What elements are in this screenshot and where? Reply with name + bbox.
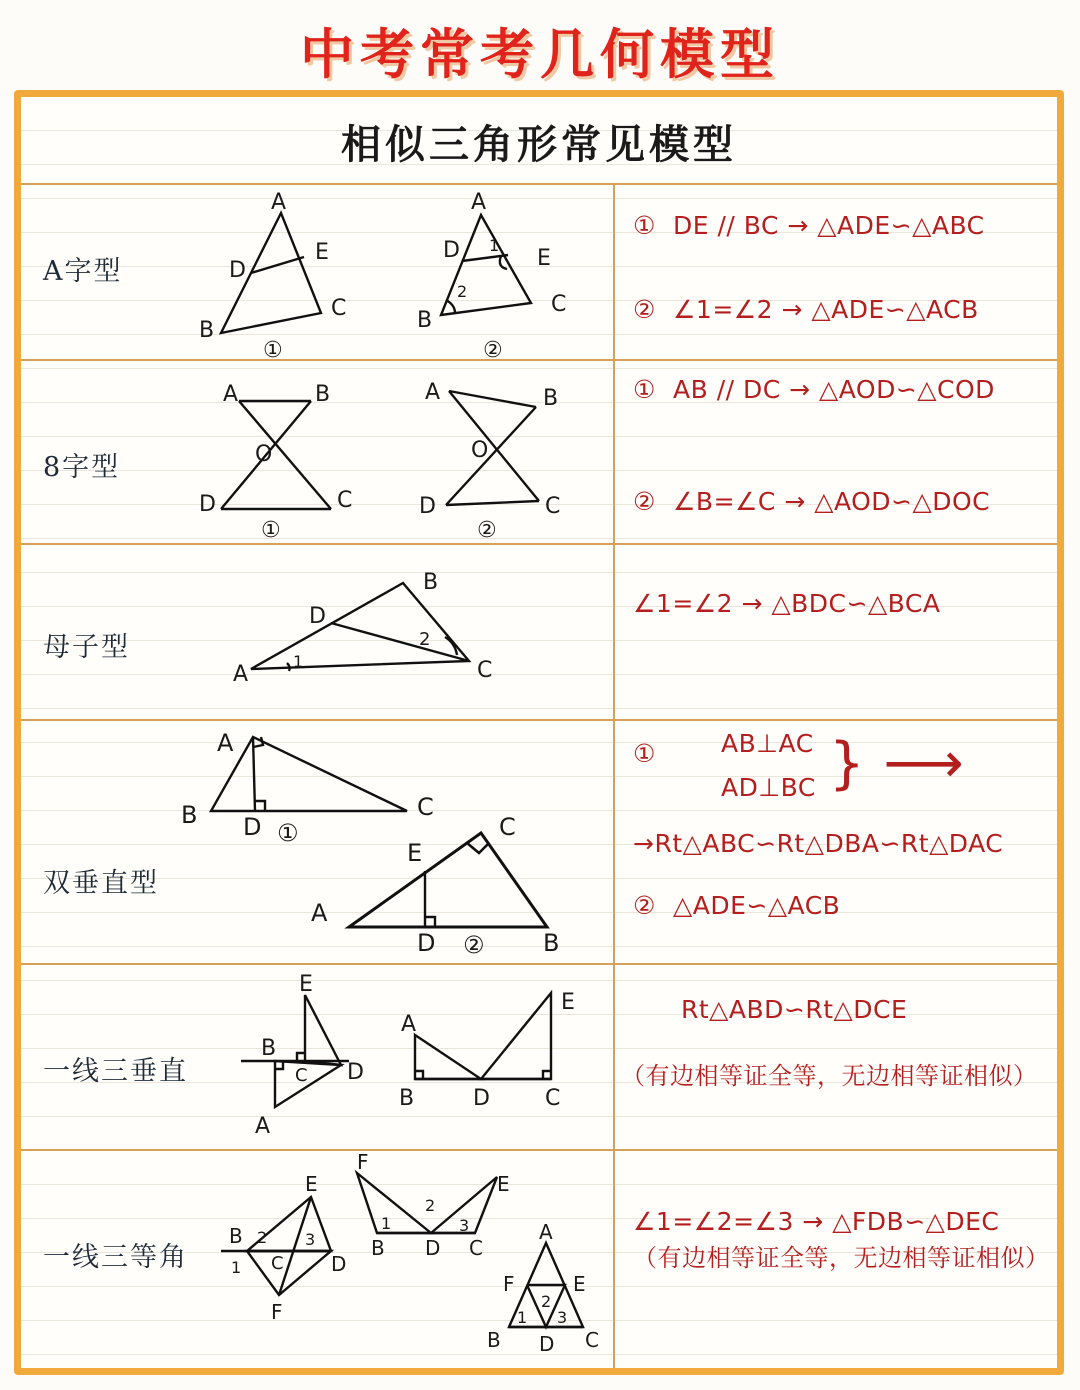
point-label: C: [337, 488, 353, 513]
point-label: D: [243, 813, 262, 841]
angle-label: 3: [305, 1230, 316, 1249]
point-label: B: [261, 1036, 277, 1061]
angle-label: 1: [231, 1258, 242, 1277]
a-shape-figures: [181, 185, 601, 359]
figure-number: ①: [261, 518, 281, 543]
row-double-perpendicular: [21, 721, 1057, 963]
angle-label: 1: [293, 652, 304, 671]
main-title: 中考常考几何模型: [300, 22, 780, 86]
point-label: E: [573, 1272, 586, 1296]
point-label: C: [585, 1328, 599, 1352]
point-label: D: [473, 1086, 490, 1111]
point-label: D: [417, 929, 436, 957]
relation-line: ①: [633, 739, 656, 768]
point-label: O: [255, 442, 273, 467]
point-label: C: [331, 296, 347, 321]
point-label: D: [443, 238, 460, 263]
relation-line: ② △ADE∽△ACB: [633, 891, 841, 920]
angle-label: 1: [381, 1214, 392, 1233]
double-perpendicular-figures: [181, 721, 611, 963]
relation-note: （有边相等证全等，无边相等证相似）: [633, 1244, 1050, 1272]
row-label: 母子型: [43, 632, 130, 663]
row-label: 一线三垂直: [43, 1056, 188, 1087]
point-label: A: [223, 382, 239, 407]
relation-line: AB⊥AC: [721, 729, 814, 758]
angle-label: 1: [517, 1308, 528, 1327]
point-label: A: [217, 729, 234, 757]
relation-note: （有边相等证全等，无边相等证相似）: [621, 1062, 1038, 1090]
point-label: D: [331, 1252, 347, 1276]
point-label: A: [255, 1114, 271, 1139]
point-label: F: [357, 1151, 369, 1174]
figure-number: ①: [277, 819, 299, 847]
one-line-three-perpendicular-figures: [181, 965, 601, 1149]
point-label: B: [423, 570, 439, 595]
figure-number: ②: [463, 931, 485, 959]
point-label: E: [561, 990, 575, 1015]
point-label: C: [271, 1253, 284, 1274]
mother-child-figure: [181, 545, 601, 719]
point-label: B: [417, 308, 433, 333]
point-label: B: [399, 1086, 415, 1111]
relation-line: ① DE // BC → △ADE∽△ABC: [633, 211, 985, 240]
row-label: 8字型: [43, 452, 121, 483]
point-label: B: [199, 318, 215, 343]
angle-label: 2: [419, 629, 431, 650]
point-label: B: [371, 1236, 385, 1260]
point-label: C: [545, 1086, 561, 1111]
point-label: A: [311, 899, 328, 927]
point-label: A: [425, 380, 441, 405]
point-label: B: [543, 929, 560, 957]
figure-number: ②: [477, 518, 497, 543]
angle-label: 3: [557, 1308, 568, 1327]
point-label: A: [471, 190, 487, 215]
point-label: C: [545, 494, 561, 519]
relation-line: ① AB // DC → △AOD∽△COD: [633, 375, 995, 404]
row-one-line-three-perpendicular: [21, 965, 1057, 1149]
8-shape-figures: [181, 361, 601, 543]
point-label: E: [305, 1172, 318, 1196]
relation-line: ∠1=∠2 → △BDC∽△BCA: [633, 589, 941, 618]
point-label: A: [539, 1220, 553, 1244]
point-label: C: [295, 1065, 308, 1086]
figure-number: ②: [483, 338, 503, 359]
brace-arrow: } ⟶: [829, 731, 965, 796]
angle-label: 2: [257, 1228, 268, 1247]
relation-line: ② ∠B=∠C → △AOD∽△DOC: [633, 487, 991, 516]
point-label: D: [425, 1236, 441, 1260]
point-label: D: [309, 604, 326, 629]
point-label: O: [471, 438, 489, 463]
angle-label: 2: [457, 282, 468, 301]
point-label: E: [299, 972, 313, 997]
point-label: F: [503, 1272, 515, 1296]
row-8-shape: [21, 361, 1057, 543]
row-label: 一线三等角: [43, 1242, 188, 1273]
point-label: E: [315, 240, 329, 265]
row-a-shape: [21, 185, 1057, 359]
point-label: B: [315, 382, 331, 407]
angle-label: 2: [541, 1292, 552, 1311]
angle-label: 2: [425, 1196, 436, 1215]
point-label: C: [551, 292, 567, 317]
point-label: D: [229, 258, 246, 283]
model-table: [14, 90, 1064, 1375]
figure-number: ①: [263, 338, 283, 359]
table-subtitle: 相似三角形常见模型: [341, 121, 737, 168]
relation-line: →Rt△ABC∽Rt△DBA∽Rt△DAC: [633, 829, 1004, 858]
angle-label: 1: [489, 236, 500, 255]
row-mother-child: [21, 545, 1057, 719]
point-label: A: [271, 190, 287, 215]
point-label: C: [477, 658, 493, 683]
point-label: A: [233, 662, 249, 687]
point-label: B: [181, 801, 198, 829]
point-label: D: [419, 494, 436, 519]
point-label: B: [543, 386, 559, 411]
point-label: F: [271, 1300, 283, 1324]
relation-line: ∠1=∠2=∠3 → △FDB∽△DEC: [633, 1207, 1000, 1236]
point-label: D: [347, 1060, 364, 1085]
point-label: C: [417, 793, 434, 821]
point-label: C: [499, 813, 516, 841]
angle-label: 3: [459, 1216, 470, 1235]
point-label: B: [229, 1224, 243, 1248]
relation-line: AD⊥BC: [721, 773, 816, 802]
point-label: C: [469, 1236, 483, 1260]
point-label: E: [407, 839, 423, 867]
row-label: 双垂直型: [43, 868, 159, 899]
row-label: A字型: [43, 256, 123, 287]
relation-line: Rt△ABD∽Rt△DCE: [681, 995, 908, 1024]
point-label: D: [539, 1332, 555, 1356]
point-label: E: [497, 1172, 510, 1196]
point-label: A: [401, 1012, 417, 1037]
point-label: E: [537, 246, 551, 271]
one-line-three-equal-angles-figures: [181, 1151, 611, 1375]
point-label: D: [199, 492, 216, 517]
relation-line: ② ∠1=∠2 → △ADE∽△ACB: [633, 295, 979, 324]
row-one-line-three-equal-angles: [21, 1151, 1057, 1375]
point-label: B: [487, 1328, 501, 1352]
